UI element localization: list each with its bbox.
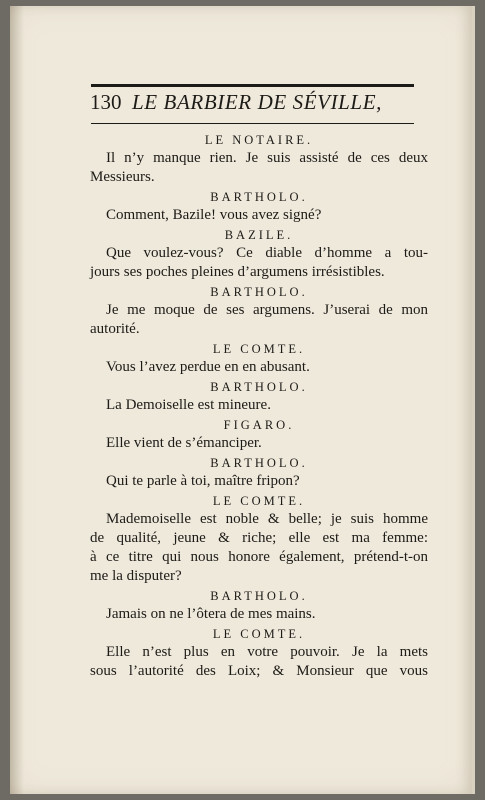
speaker-name: LE COMTE. [212,627,306,641]
dialogue-line: La Demoiselle est mineure. [106,397,271,413]
dialogue-line: jours ses poches pleines d’argumens irrésistibles. [90,264,385,280]
dialogue-line: Qui te parle à toi, maître fripon? [106,473,300,489]
dialogue-line: Elle n’est plus en votre pouvoir. Je la mets [106,644,428,660]
dialogue-line: Mademoiselle est noble & belle; je suis homme [106,511,428,527]
dialogue-line: Messieurs. [90,169,155,185]
dialogue-line: Comment, Bazile! vous avez signé? [106,207,322,223]
dialogue-line: Je me moque de ses argumens. J’userai de mon [106,302,428,318]
page-gutter-shadow [10,6,24,794]
speaker-name: BARTHOLO. [210,456,308,470]
dialogue-line: autorité. [90,321,140,337]
dialogue-line: Elle vient de s’émanciper. [106,435,262,451]
dialogue-line: Il n’y manque rien. Je suis assisté de ces deux [106,150,428,166]
speaker-name: BARTHOLO. [210,190,308,204]
speaker-name: LE COMTE. [212,494,306,508]
running-title: LE BARBIER DE SÉVILLE, [132,90,382,114]
page-number: 130 [90,90,122,114]
dialogue-line: me la disputer? [90,568,182,584]
running-header [90,88,420,120]
header-rule-bottom [91,123,414,124]
dialogue-line: Que voulez-vous? Ce diable d’homme a tou- [106,245,428,261]
speaker-name: BARTHOLO. [210,285,308,299]
dialogue-line: à ce titre qui nous honore également, prétend-t-on [90,549,428,565]
dialogue-body [90,130,428,681]
speaker-name: LE NOTAIRE. [204,133,314,147]
speaker-name: BARTHOLO. [210,380,308,394]
speaker-name: FIGARO. [223,418,295,432]
speaker-name: BARTHOLO. [210,589,308,603]
dialogue-line: sous l’autorité des Loix; & Monsieur que vous [90,663,428,679]
dialogue-line: de qualité, jeune & riche; elle est ma femme: [90,530,428,546]
header-rule-top [91,84,414,87]
speaker-name: LE COMTE. [212,342,306,356]
dialogue-line: Jamais on ne l’ôtera de mes mains. [106,606,316,622]
speaker-name: BAZILE. [224,228,294,242]
dialogue-line: Vous l’avez perdue en en abusant. [106,359,310,375]
